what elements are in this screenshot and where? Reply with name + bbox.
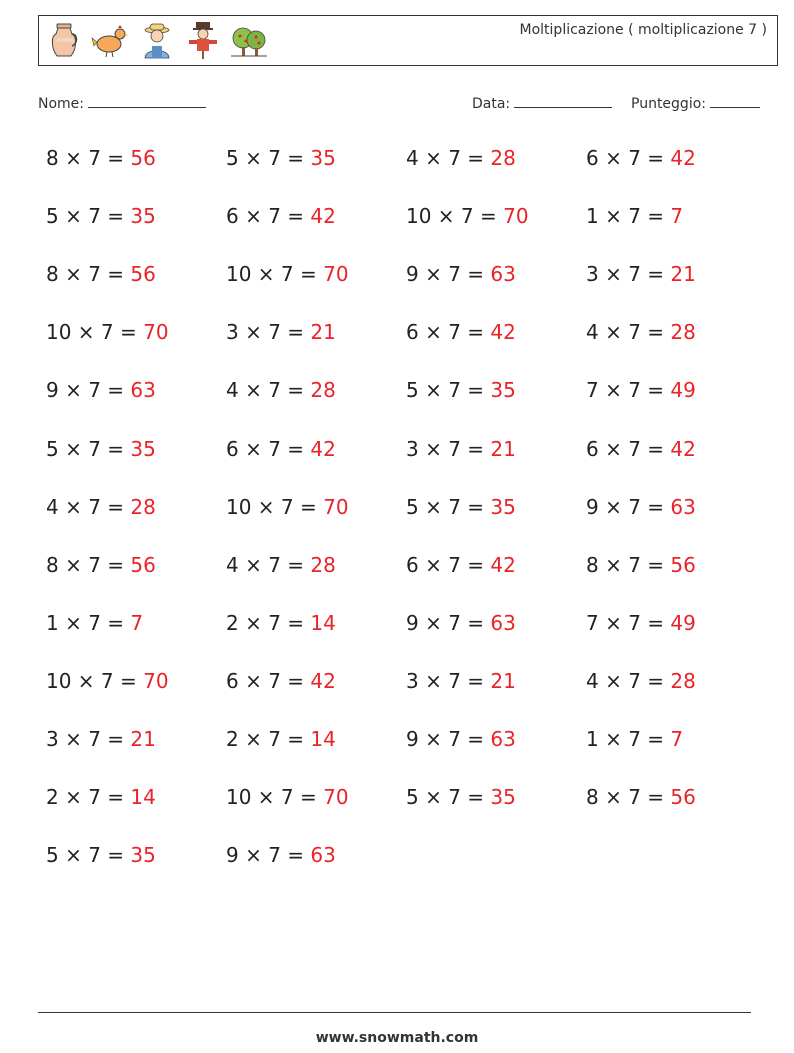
problem-item xyxy=(586,378,696,402)
problem-answer: 21 xyxy=(490,436,516,461)
problem-question: 9 × 7 = xyxy=(406,610,491,635)
problem-item xyxy=(46,495,156,519)
problem-item xyxy=(406,611,516,635)
problem-answer: 56 xyxy=(670,785,696,810)
footer-url: www.snowmath.com xyxy=(315,1030,479,1046)
problem-item xyxy=(226,378,336,402)
scarecrow-icon xyxy=(183,20,223,60)
problem-answer: 21 xyxy=(130,727,156,751)
problem-item xyxy=(586,727,683,751)
problem-item xyxy=(226,262,349,286)
problem-answer: 63 xyxy=(490,727,516,751)
problem-question: 10 × 7 = xyxy=(46,668,144,693)
problem-question: 3 × 7 = xyxy=(586,262,671,287)
problem-answer: 70 xyxy=(503,204,529,229)
problem-item xyxy=(226,611,336,635)
problem-answer: 35 xyxy=(130,204,156,229)
problem-item xyxy=(46,553,156,577)
problem-answer: 14 xyxy=(310,610,336,635)
problem-answer: 14 xyxy=(310,727,336,751)
problem-answer: 35 xyxy=(490,785,516,810)
problem-question: 9 × 7 = xyxy=(586,494,671,519)
problem-row xyxy=(46,146,766,176)
problem-answer: 42 xyxy=(670,436,696,461)
problem-answer: 63 xyxy=(130,378,156,403)
problem-question: 5 × 7 = xyxy=(46,204,131,229)
problem-item xyxy=(406,320,516,344)
problem-item xyxy=(586,437,696,461)
problem-question: 3 × 7 = xyxy=(406,668,491,693)
problem-row xyxy=(46,437,766,467)
problem-row xyxy=(46,785,766,815)
problem-answer: 35 xyxy=(490,494,516,519)
problem-question: 2 × 7 = xyxy=(46,785,131,810)
score-field xyxy=(631,93,760,112)
problem-item xyxy=(406,204,529,228)
problem-question: 4 × 7 = xyxy=(226,378,311,403)
problem-row xyxy=(46,378,766,408)
problem-item xyxy=(46,204,156,228)
date-field xyxy=(472,93,612,112)
problem-item xyxy=(586,204,683,228)
problem-answer: 70 xyxy=(323,785,349,810)
problem-answer: 35 xyxy=(310,146,336,170)
problem-question: 5 × 7 = xyxy=(46,843,131,868)
problem-item xyxy=(226,843,336,867)
problem-answer: 63 xyxy=(670,494,696,519)
problem-question: 10 × 7 = xyxy=(46,320,144,345)
header-icons xyxy=(45,20,269,60)
problem-answer: 42 xyxy=(490,320,516,345)
problem-row xyxy=(46,669,766,699)
problem-item xyxy=(46,785,156,809)
problem-row xyxy=(46,204,766,234)
problem-item xyxy=(46,727,156,751)
problem-item xyxy=(46,437,156,461)
problem-question: 8 × 7 = xyxy=(586,785,671,810)
problem-item xyxy=(46,378,156,402)
problem-answer: 42 xyxy=(310,668,336,693)
problem-question: 6 × 7 = xyxy=(406,320,491,345)
problem-item xyxy=(406,378,516,402)
problem-row xyxy=(46,727,766,757)
problem-question: 8 × 7 = xyxy=(46,262,131,287)
problem-answer: 7 xyxy=(130,610,144,635)
farmer-icon xyxy=(137,20,177,60)
problem-answer: 42 xyxy=(670,146,696,170)
problem-item xyxy=(226,204,336,228)
problem-answer: 70 xyxy=(323,262,349,287)
problem-row xyxy=(46,262,766,292)
problem-question: 2 × 7 = xyxy=(226,610,311,635)
problem-answer: 42 xyxy=(310,436,336,461)
problem-item xyxy=(406,553,516,577)
problem-item xyxy=(406,146,516,170)
problem-answer: 21 xyxy=(670,262,696,287)
header-box xyxy=(38,15,778,66)
problem-item xyxy=(586,262,696,286)
problem-question: 4 × 7 = xyxy=(406,146,491,170)
problem-answer: 56 xyxy=(670,552,696,577)
name-field xyxy=(38,93,206,112)
problem-question: 8 × 7 = xyxy=(586,552,671,577)
score-line[interactable] xyxy=(710,93,760,108)
problem-answer: 28 xyxy=(490,146,516,170)
problem-answer: 28 xyxy=(670,668,696,693)
problem-question: 9 × 7 = xyxy=(406,727,491,751)
problem-answer: 49 xyxy=(670,610,696,635)
problem-item xyxy=(406,727,516,751)
problem-item xyxy=(586,495,696,519)
problem-item xyxy=(226,146,336,170)
problem-question: 10 × 7 = xyxy=(226,785,324,810)
problem-item xyxy=(46,146,156,170)
problem-question: 4 × 7 = xyxy=(586,320,671,345)
problem-question: 3 × 7 = xyxy=(226,320,311,345)
hen-icon xyxy=(91,20,131,60)
problem-answer: 14 xyxy=(130,785,156,810)
name-label: Nome: xyxy=(38,96,85,112)
name-line[interactable] xyxy=(88,93,206,108)
problem-item xyxy=(226,495,349,519)
problem-item xyxy=(46,843,156,867)
trees-icon xyxy=(229,20,269,60)
page-title: Moltiplicazione ( moltiplicazione 7 ) xyxy=(519,22,767,38)
problem-answer: 42 xyxy=(490,552,516,577)
problem-item xyxy=(586,320,696,344)
problem-answer: 63 xyxy=(310,843,336,868)
problem-question: 4 × 7 = xyxy=(226,552,311,577)
problem-answer: 56 xyxy=(130,262,156,287)
problem-answer: 63 xyxy=(490,610,516,635)
problem-item xyxy=(406,495,516,519)
problem-question: 6 × 7 = xyxy=(406,552,491,577)
problem-question: 5 × 7 = xyxy=(406,494,491,519)
problem-item xyxy=(226,553,336,577)
problem-row xyxy=(46,553,766,583)
problem-row xyxy=(46,843,766,873)
problem-item xyxy=(406,669,516,693)
problem-question: 3 × 7 = xyxy=(406,436,491,461)
problem-item xyxy=(46,320,169,344)
problem-item xyxy=(586,146,696,170)
problem-answer: 21 xyxy=(490,668,516,693)
problem-row xyxy=(46,320,766,350)
problem-answer: 21 xyxy=(310,320,336,345)
problem-question: 8 × 7 = xyxy=(46,552,131,577)
problem-item xyxy=(586,553,696,577)
problem-question: 1 × 7 = xyxy=(46,610,131,635)
problem-answer: 56 xyxy=(130,552,156,577)
problem-answer: 42 xyxy=(310,204,336,229)
problem-item xyxy=(226,320,336,344)
problem-item xyxy=(406,262,516,286)
problem-answer: 70 xyxy=(323,494,349,519)
problem-item xyxy=(46,669,169,693)
score-label: Punteggio: xyxy=(631,96,706,112)
problem-answer: 7 xyxy=(670,204,684,229)
problem-question: 7 × 7 = xyxy=(586,378,671,403)
problem-question: 5 × 7 = xyxy=(406,785,491,810)
footer-divider xyxy=(38,1012,751,1013)
problem-question: 6 × 7 = xyxy=(226,668,311,693)
problem-question: 1 × 7 = xyxy=(586,204,671,229)
problem-question: 4 × 7 = xyxy=(46,494,131,519)
problem-answer: 28 xyxy=(310,378,336,403)
problem-answer: 35 xyxy=(490,378,516,403)
problem-row xyxy=(46,611,766,641)
problem-item xyxy=(226,669,336,693)
problem-answer: 35 xyxy=(130,843,156,868)
problem-item xyxy=(226,727,336,751)
problem-question: 7 × 7 = xyxy=(586,610,671,635)
problem-question: 9 × 7 = xyxy=(226,843,311,868)
problem-question: 9 × 7 = xyxy=(406,262,491,287)
problem-answer: 70 xyxy=(143,320,169,345)
problem-question: 5 × 7 = xyxy=(46,436,131,461)
problem-question: 1 × 7 = xyxy=(586,727,671,751)
problem-question: 4 × 7 = xyxy=(586,668,671,693)
problem-item xyxy=(586,611,696,635)
problem-question: 9 × 7 = xyxy=(46,378,131,403)
problem-question: 8 × 7 = xyxy=(46,146,131,170)
problem-item xyxy=(586,669,696,693)
problem-row xyxy=(46,495,766,525)
problem-question: 2 × 7 = xyxy=(226,727,311,751)
problem-question: 5 × 7 = xyxy=(226,146,311,170)
problem-answer: 35 xyxy=(130,436,156,461)
problem-question: 10 × 7 = xyxy=(226,494,324,519)
jug-icon xyxy=(45,20,85,60)
problem-item xyxy=(226,785,349,809)
problem-question: 10 × 7 = xyxy=(406,204,504,229)
problem-question: 3 × 7 = xyxy=(46,727,131,751)
date-line[interactable] xyxy=(514,93,612,108)
problem-item xyxy=(226,437,336,461)
problem-answer: 28 xyxy=(130,494,156,519)
problem-item xyxy=(46,611,143,635)
problem-question: 6 × 7 = xyxy=(586,436,671,461)
problem-answer: 70 xyxy=(143,668,169,693)
problem-item xyxy=(586,785,696,809)
problem-item xyxy=(406,785,516,809)
problem-answer: 63 xyxy=(490,262,516,287)
problem-question: 10 × 7 = xyxy=(226,262,324,287)
problem-question: 6 × 7 = xyxy=(226,436,311,461)
problem-item xyxy=(46,262,156,286)
problem-answer: 7 xyxy=(670,727,684,751)
problem-question: 6 × 7 = xyxy=(226,204,311,229)
problem-answer: 56 xyxy=(130,146,156,170)
problem-question: 6 × 7 = xyxy=(586,146,671,170)
date-label: Data: xyxy=(472,96,511,112)
problem-answer: 28 xyxy=(670,320,696,345)
problem-answer: 28 xyxy=(310,552,336,577)
problem-question: 5 × 7 = xyxy=(406,378,491,403)
problem-answer: 49 xyxy=(670,378,696,403)
problem-item xyxy=(406,437,516,461)
